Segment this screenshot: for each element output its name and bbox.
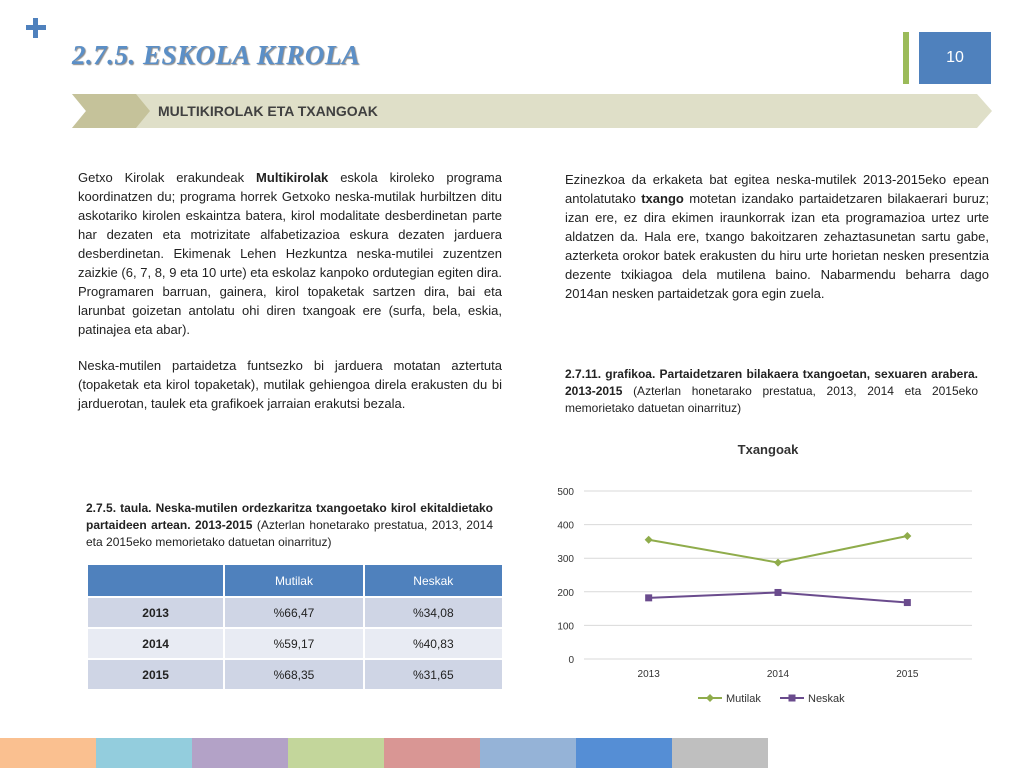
plus-icon — [24, 16, 48, 40]
right-paragraph-1: Ezinezkoa da erkaketa bat egitea neska-mutilek 2013-2015eko epean antolatutako txango motetan izandako partaidetzaren bilakaerari buruz; izan ere, ez dira ekimen iraunkorrak izan eta programazioa urtez urte aldatzen da. Hala ere, txango bakoitzaren zehaztasunetan sartu gabe, azterketa orokor batek erakusten du hiru urte horietan nesken presentzia dezente txikiagoa dela mutilena baino. Nabarmendu beharra dago 2014an nesken partaidetzak gora egin zuela. — [565, 172, 989, 301]
legend-label: Neskak — [808, 693, 845, 705]
data-point — [904, 599, 911, 606]
legend-label: Mutilak — [726, 693, 761, 705]
table-cell: %40,83 — [364, 628, 503, 659]
left-paragraph-1: Getxo Kirolak erakundeak Multikirolak eskola kiroleko programa koordinatzen du; programa horrek Getxoko neska-mutilak hurbiltzen ditu askotariko kirolen eskaintza batera, kirol modalitate desberdinetan parte har dezaten eta motrizitate alfabetizazioa eskura dezaten jarduera desberdinetan. Ekimenak Lehen Hezkuntza neska-mutilei zuzentzen zaizkie (6, 7, 8, 9 eta 10 urte) eta eskolaz kanpoko ordutegian egiten dira. Programaren barruan, gainera, kirol topaketak sartzen dira, bai eta larunbat goizetan antolatu ohi diren txangoak ere (surfa, bela, eskia, patinajea eta abar). — [78, 170, 502, 337]
participation-table — [86, 563, 504, 691]
bold-term: txango — [641, 191, 684, 206]
x-tick-label: 2013 — [637, 669, 660, 680]
table-caption: 2.7.5. taula. Neska-mutilen ordezkaritza txangoetako kirol ekitaldietako partaideen artean. 2013-2015 (Azterlan honetarako prestatua, 2013, 2014 eta 2015eko memorietako datuetan oinarrituz) — [86, 501, 494, 549]
table-row — [87, 628, 503, 659]
y-tick-label: 0 — [568, 655, 574, 666]
left-paragraph-2: Neska-mutilen partaidetza funtsezko bi jarduera motatan aztertuta (topaketak eta kirol topaketak), mutilak gehiengoa direla erakusten du bi jarduerotan, taulek eta grafikoek jarraian erakutsi bezala. — [78, 358, 502, 411]
y-tick-label: 400 — [557, 520, 574, 532]
x-tick-label: 2014 — [766, 669, 790, 680]
table-cell-year: 2015 — [87, 659, 224, 690]
data-point — [903, 532, 911, 540]
footer-color-block — [288, 738, 384, 768]
data-point — [645, 594, 652, 601]
y-tick-label: 200 — [557, 587, 574, 599]
footer-color-block — [576, 738, 672, 768]
table-header-cell — [87, 564, 224, 597]
table-header-cell: Neskak — [364, 564, 503, 597]
section-title: MULTIKIROLAK ETA TXANGOAK — [158, 103, 378, 119]
table-header-cell: Mutilak — [224, 564, 363, 597]
table-cell: %34,08 — [364, 597, 503, 628]
table-header-row — [87, 564, 503, 597]
table-row — [87, 659, 503, 690]
table-cell: %59,17 — [224, 628, 363, 659]
table-cell-year: 2013 — [87, 597, 224, 628]
line-chart — [548, 434, 992, 716]
y-tick-label: 300 — [557, 554, 574, 566]
page-number: 10 — [919, 32, 991, 84]
footer-color-block — [672, 738, 768, 768]
footer-color-block — [0, 738, 96, 768]
chart-caption: 2.7.11. grafikoa. Partaidetzaren bilakaera txangoetan, sexuaren arabera. 2013-2015 (Azterlan honetarako prestatua, 2013, 2014 eta 2015eko memorietako datuetan oinarrituz) — [565, 367, 978, 415]
footer-color-block — [96, 738, 192, 768]
page-title: 2.7.5. ESKOLA KIROLA — [72, 40, 361, 70]
footer-color-block — [384, 738, 480, 768]
chart-title: Txangoak — [737, 442, 799, 457]
accent-divider — [903, 32, 909, 84]
chart-canvas — [548, 434, 992, 716]
table-row — [87, 597, 503, 628]
table-cell-year: 2014 — [87, 628, 224, 659]
footer-color-block — [480, 738, 576, 768]
data-point — [775, 589, 782, 596]
footer-color-block — [192, 738, 288, 768]
table-cell: %66,47 — [224, 597, 363, 628]
legend-marker — [789, 695, 796, 702]
bold-term: Multikirolak — [256, 170, 329, 185]
y-tick-label: 100 — [557, 621, 574, 633]
section-banner — [72, 94, 992, 128]
table-cell: %68,35 — [224, 659, 363, 690]
table-cell: %31,65 — [364, 659, 503, 690]
x-tick-label: 2015 — [896, 669, 919, 680]
y-tick-label: 500 — [557, 487, 574, 498]
data-point — [774, 559, 782, 567]
footer-color-strip — [0, 738, 768, 768]
legend-marker — [706, 694, 714, 702]
data-point — [645, 536, 653, 544]
